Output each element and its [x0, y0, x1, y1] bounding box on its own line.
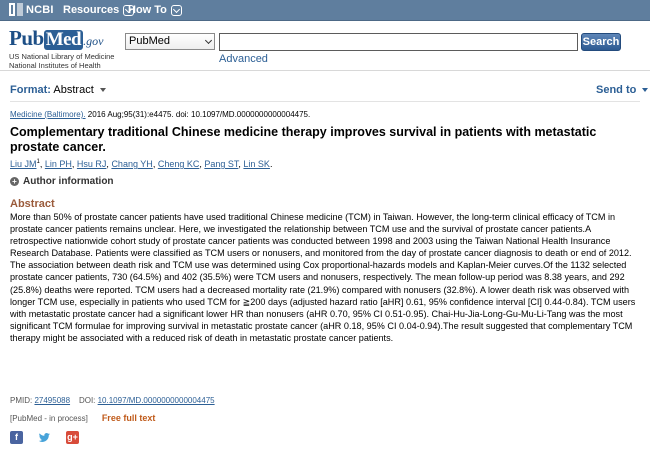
howto-label: How To: [128, 4, 167, 16]
pmid-link[interactable]: 27495088: [34, 396, 71, 405]
logo-pub: Pub: [9, 26, 44, 50]
abstract-heading: Abstract: [10, 198, 55, 210]
format-divider: [10, 101, 640, 102]
dropdown-arrow-icon: [642, 88, 648, 92]
facebook-icon[interactable]: f: [10, 431, 23, 444]
author-link[interactable]: Hsu RJ: [76, 159, 107, 169]
doi-label: DOI:: [78, 396, 98, 405]
author-separator: ,: [152, 159, 158, 169]
author-link[interactable]: Cheng KC: [157, 159, 200, 169]
search-button[interactable]: Search: [581, 33, 621, 51]
logo-med: Med: [45, 29, 82, 50]
author-list: [10, 159, 272, 169]
nlm-line1: US National Library of Medicine: [9, 52, 115, 61]
advanced-search-link[interactable]: Advanced: [219, 53, 268, 65]
database-select-value: PubMed: [129, 35, 170, 47]
author-separator: .: [269, 159, 273, 169]
author-link[interactable]: Lin SK: [243, 159, 270, 169]
author-separator: ,: [238, 159, 244, 169]
send-to-menu[interactable]: [596, 84, 648, 96]
chevron-down-icon: [171, 5, 182, 16]
pmid-label: PMID:: [10, 396, 35, 405]
author-information-label: Author information: [23, 176, 114, 187]
pubmed-status: [PubMed - in process]: [10, 413, 88, 423]
author-separator: ,: [106, 159, 112, 169]
author-separator: ,: [39, 159, 45, 169]
author-separator: ,: [71, 159, 77, 169]
author-affiliation-marker: 1: [36, 159, 40, 165]
author-link[interactable]: Liu JM: [10, 159, 37, 169]
citation: [10, 110, 310, 119]
ncbi-top-bar: [0, 0, 650, 21]
share-bar: [10, 431, 94, 444]
pmid-doi-line: [10, 396, 215, 405]
resources-label: Resources: [63, 4, 120, 16]
search-input[interactable]: [219, 33, 578, 51]
free-full-text-link[interactable]: Free full text: [101, 413, 156, 423]
abstract-text: More than 50% of prostate cancer patients have used traditional Chinese medicine (TCM) in Taiwan. However, the long-term clinical efficacy of TCM in prostate cancer patients remains unclear. Here, we investigated the relationship between TCM use and the survival of prostate cancer patients.A retrospective nationwide cohort study of prostate cancer patients was conducted between 1998 and 2003 using the Taiwan National Health Insurance Research Database. Patients were classified as TCM users or nonusers, and monitored from the day of prostate cancer diagnosis to death or end of 2012. The association between death risk and TCM use was determined using Cox proportional-hazards models and Kaplan-Meier curves.Of the 1132 selected prostate cancer patients, 730 (64.5%) and 402 (35.5%) were TCM users and nonusers, respectively. The mean follow-up period was 8.38 years, and 292 (25.8%) deaths were reported. TCM users had a decreased mortality rate (21.9%) compared with nonusers (32.8%). A lower death risk was observed with longer TCM use, especially in patients who used TCM for ≧200 days (adjusted hazard ratio [aHR] 0.61, 95% confidence interval [CI] 0.44-0.84). TCM users with metastatic prostate cancer had a significant lower HR than nonusers (aHR 0.70, 95% CI 0.51-0.95). Chai-Hu-Jia-Long-Gu-Mu-Li-Tang was the most significant TCM formulae for improving survival in metastatic prostate cancer (aHR 0.18, 95% CI 0.04-0.94).The result suggested that complementary TCM therapy might be associated with a reduced risk of death in metastatic prostate cancer patients.: [10, 212, 636, 343]
twitter-icon[interactable]: [38, 431, 51, 444]
citation-details: 2016 Aug;95(31):e4475. doi: 10.1097/MD.0000000000004475.: [85, 110, 311, 119]
ncbi-logo[interactable]: [9, 3, 54, 16]
header-divider: [0, 70, 650, 71]
format-value: Abstract: [53, 84, 94, 96]
doi-link[interactable]: 10.1097/MD.0000000000004475: [97, 396, 215, 405]
send-to-label: Send to: [596, 84, 637, 96]
nlm-line2: National Institutes of Health: [9, 61, 101, 70]
ncbi-logo-icon: [9, 3, 23, 16]
author-link[interactable]: Chang YH: [111, 159, 153, 169]
google-plus-icon[interactable]: g+: [67, 432, 78, 442]
expand-plus-icon: +: [10, 177, 19, 186]
resources-menu[interactable]: [63, 4, 134, 16]
format-selector[interactable]: [10, 84, 106, 96]
author-information-toggle[interactable]: [10, 176, 114, 187]
pubmed-logo[interactable]: [9, 28, 114, 70]
author-link[interactable]: Lin PH: [44, 159, 72, 169]
journal-link[interactable]: Medicine (Baltimore).: [10, 110, 86, 119]
ncbi-logo-text: NCBI: [26, 3, 54, 16]
database-select[interactable]: [125, 33, 215, 50]
dropdown-arrow-icon: [100, 88, 106, 92]
chevron-down-icon: [205, 37, 212, 44]
pubmed-header: [0, 22, 650, 70]
logo-gov: .gov: [83, 34, 104, 48]
twitter-bird-icon: [38, 431, 51, 444]
author-separator: ,: [199, 159, 205, 169]
status-line: [10, 413, 155, 423]
howto-menu[interactable]: [128, 4, 182, 16]
format-label: Format:: [10, 84, 51, 96]
article-title: Complementary traditional Chinese medicine therapy improves survival in patients with metastatic prostate cancer.: [10, 125, 597, 154]
author-link[interactable]: Pang ST: [204, 159, 239, 169]
